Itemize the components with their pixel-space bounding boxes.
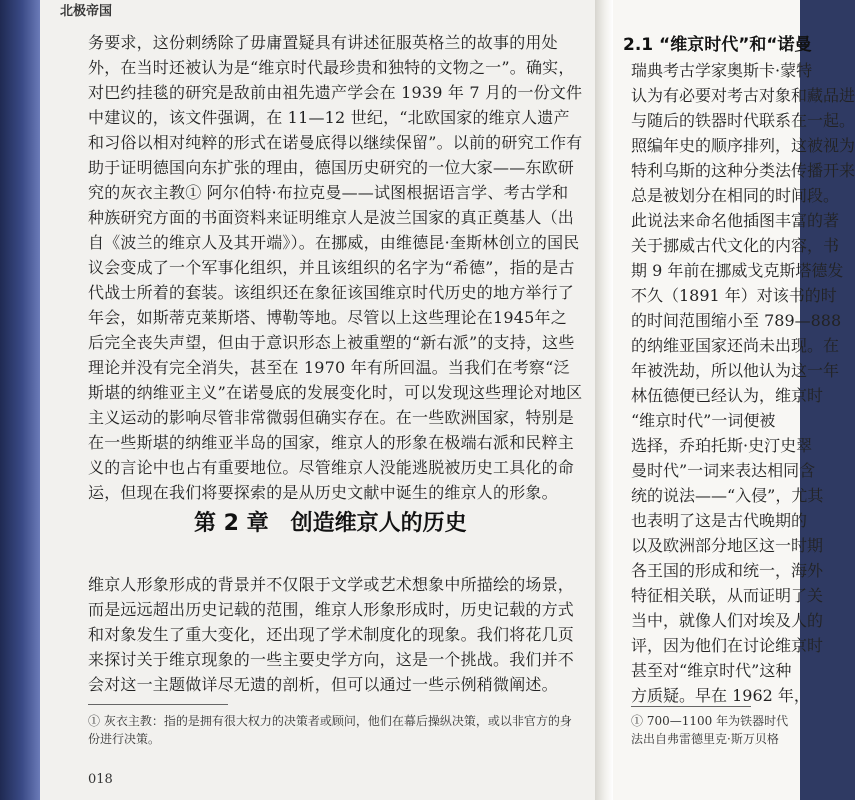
- text-line: 特利乌斯的这种分类法传播开来: [631, 161, 855, 180]
- text-line: 期 9 年前在挪威戈克斯塔德发: [631, 261, 844, 280]
- footnote-divider: [88, 704, 228, 705]
- right-page-text: [631, 58, 855, 708]
- text-line: 总是被划分在相同的时间段。: [631, 186, 840, 205]
- text-line: 评，因为他们在讨论维京时: [631, 636, 824, 655]
- footnote: [631, 712, 831, 748]
- intro-paragraph: 维京人形象形成的背景并不仅限于文学或艺术想象中所描绘的场景，而是远远超出历史记载的范围，维京人形象形成时，历史记载的方式和对象发生了重大变化，还出现了学术制度化的现象。我们将花几页来探讨关于维京现象的一些主要史学方向，这是一个挑战。我们并不会对这一主题做详尽无遗的剖析，但可以通过一些示例稍微阐述。: [88, 575, 575, 694]
- footnote-divider: [631, 706, 751, 707]
- running-header: 北极帝国: [60, 4, 113, 19]
- text-line: 认为有必要对考古对象和藏品进: [631, 86, 855, 105]
- footnote-line: ① 700—1100 年为铁器时代: [631, 714, 789, 728]
- text-line: 不久（1891 年）对该书的时: [631, 286, 837, 305]
- text-line: 选择，乔珀托斯·史汀史翠: [631, 436, 813, 455]
- left-page-text: [88, 30, 583, 505]
- text-line: 各王国的形成和统一，海外: [631, 561, 824, 580]
- text-line: 当中，就像人们对埃及人的: [631, 611, 824, 630]
- text-line: 的纳维亚国家还尚未出现。在: [631, 336, 840, 355]
- text-line: 甚至对“维京时代”这种: [631, 661, 792, 680]
- text-line: 与随后的铁器时代联系在一起。: [631, 111, 855, 130]
- footnote-line: 法出自弗雷德里克·斯万贝格: [631, 732, 779, 746]
- text-line: 方质疑。早在 1962 年，: [631, 686, 810, 705]
- text-line: 关于挪威古代文化的内容，书: [631, 236, 840, 255]
- text-line: 也表明了这是古代晚期的: [631, 511, 808, 530]
- text-line: 年被洗劫，所以他认为这一年: [631, 361, 840, 380]
- section-heading: 2.1 “维京时代”和“诺曼: [623, 35, 812, 55]
- text-line: 照编年史的顺序排列，这被视为: [631, 136, 855, 155]
- text-line: 特征相关联，从而证明了关: [631, 586, 824, 605]
- text-line: 的时间范围缩小至 789—888: [631, 311, 842, 330]
- book-gutter: [595, 0, 613, 800]
- text-line: 此说法来命名他插图丰富的著: [631, 211, 840, 230]
- intro-paragraph-container: [88, 572, 583, 697]
- text-line: 统的说法——“入侵”，尤其: [631, 486, 824, 505]
- text-line: 瑞典考古学家奥斯卡·蒙特: [631, 61, 813, 80]
- text-line: 曼时代”一词来表达相同含: [631, 461, 816, 480]
- book-cover-edge: [0, 0, 40, 800]
- text-line: 林伍德便已经认为，维京时: [631, 386, 824, 405]
- footnote: ① 灰衣主教：指的是拥有很大权力的决策者或顾问，他们在幕后操纵决策，或以非官方的身份进行决策。: [88, 714, 572, 746]
- text-line: 以及欧洲部分地区这一时期: [631, 536, 824, 555]
- text-line: “维京时代”一词便被: [631, 411, 776, 430]
- chapter-title: 第 2 章 创造维京人的历史: [194, 511, 467, 536]
- page-number: 018: [88, 772, 113, 787]
- right-page: [613, 0, 855, 800]
- paragraph: 务要求，这份刺绣除了毋庸置疑具有讲述征服英格兰的故事的用处外，在当时还被认为是“维京时代最珍贵和独特的文物之一”。确实，对巴约挂毯的研究是敌前由祖先遗产学会在 1939 年 7 月的一份文件中建议的，该文件强调，在 11—12 世纪，“北欧国家的维京人遗产和习俗以相对纯粹的形式在诺曼底得以继续保留”。以前的研究工作有助于证明德国向东扩张的理由，德国历史研究的一位大家——东欧研究的灰衣主教① 阿尔伯特·布拉克曼——试图根据语言学、考古学和种族研究方面的书面资料来证明维京人是波兰国家的真正奠基人（出自《波兰的维京人及其开端》）。在挪威，由维德昆·奎斯林创立的国民议会变成了一个军事化组织，并且该组织的名字为“希德”，指的是古代战士所着的套装。该组织还在象征该国维京时代历史的地方举行了年会，如斯蒂克莱斯塔、博勒等地。尽管以上这些理论在1945年之后完全丧失声望，但由于意识形态上被重塑的“新右派”的支持，这些理论并没有完全消失，甚至在 1970 年有所回温。当我们在考察“泛斯堪的纳维亚主义”在诺曼底的发展变化时，可以发现这些理论对地区主义运动的影响尽管非常微弱但确实存在。在一些欧洲国家，特别是在一些斯堪的纳维亚半岛的国家，维京人的形象在极端右派和民粹主义的言论中也占有重要地位。尽管维京人没能逃脱被历史工具化的命运，但现在我们将要探索的是从历史文献中诞生的维京人的形象。: [88, 33, 583, 502]
